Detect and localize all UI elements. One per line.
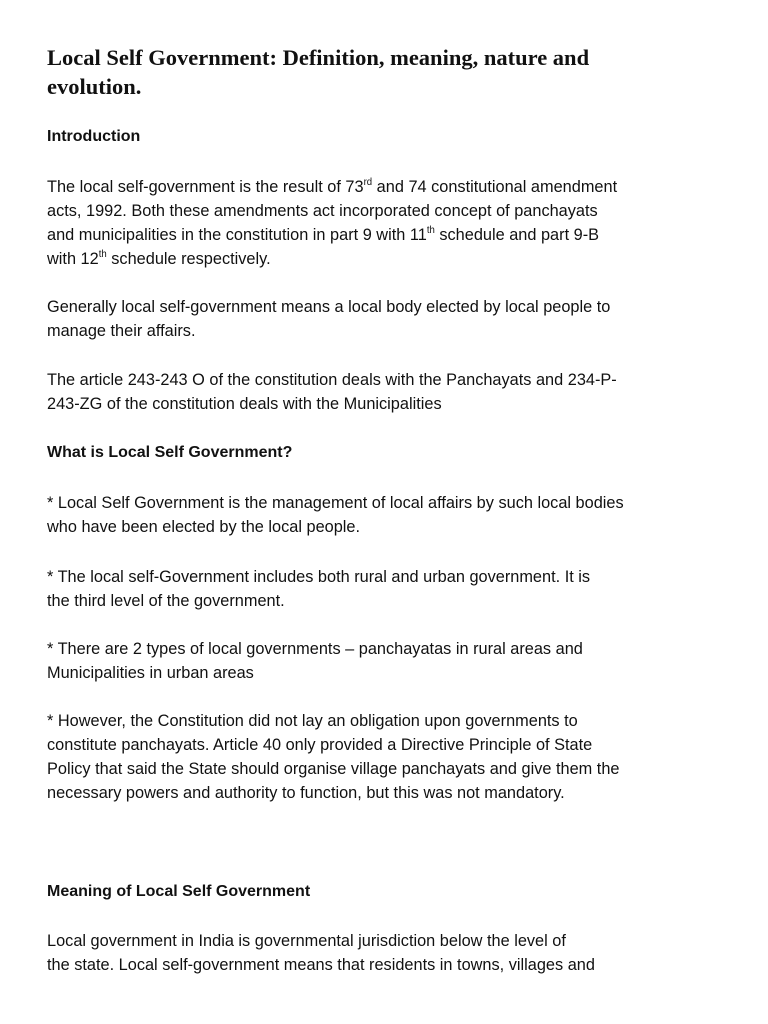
text-segment: the third level of the government. xyxy=(47,591,285,610)
text-segment: and municipalities in the constitution in part 9 with 11 xyxy=(47,225,427,244)
text-line xyxy=(47,491,624,515)
heading-introduction: Introduction xyxy=(47,128,141,145)
text-line xyxy=(47,223,599,247)
text-line xyxy=(47,295,610,319)
text-line xyxy=(47,709,578,733)
superscript: th xyxy=(426,225,435,236)
text-line xyxy=(47,565,590,589)
text-line xyxy=(47,637,583,661)
document-title-line-1: Local Self Government: Definition, meaning, nature and xyxy=(47,45,590,70)
text-line xyxy=(47,929,566,953)
text-line xyxy=(47,368,617,392)
text-line xyxy=(47,175,617,199)
text-line xyxy=(47,953,595,977)
text-segment: the state. Local self-government means that residents in towns, villages and xyxy=(47,955,595,974)
text-line xyxy=(47,319,195,343)
text-segment: schedule and part 9-B xyxy=(434,225,600,244)
document-title-line-2: evolution. xyxy=(47,74,142,99)
text-line xyxy=(47,199,598,223)
text-segment: with 12 xyxy=(47,249,99,268)
text-line xyxy=(47,661,254,685)
text-segment: Local government in India is governmental jurisdiction below the level of xyxy=(47,931,566,950)
superscript: th xyxy=(98,249,107,260)
text-segment: * Local Self Government is the management of local affairs by such local bodies xyxy=(47,493,624,512)
text-line xyxy=(47,392,442,416)
text-segment: manage their affairs. xyxy=(47,321,196,340)
heading-meaning: Meaning of Local Self Government xyxy=(47,883,311,900)
text-segment: Municipalities in urban areas xyxy=(47,663,254,682)
text-segment: who have been elected by the local people. xyxy=(47,517,361,536)
text-segment: * However, the Constitution did not lay an obligation upon governments to xyxy=(47,711,578,730)
text-segment: necessary powers and authority to function, but this was not mandatory. xyxy=(47,783,565,802)
text-segment: acts, 1992. Both these amendments act incorporated concept of panchayats xyxy=(47,201,598,220)
heading-what-is-local-self-government: What is Local Self Government? xyxy=(47,444,293,461)
text-segment: schedule respectively. xyxy=(106,249,271,268)
text-segment: 243-ZG of the constitution deals with the Municipalities xyxy=(47,394,442,413)
text-segment: Generally local self-government means a local body elected by local people to xyxy=(47,297,611,316)
text-segment: constitute panchayats. Article 40 only provided a Directive Principle of State xyxy=(47,735,593,754)
text-segment: * The local self-Government includes both rural and urban government. It is xyxy=(47,567,591,586)
text-line xyxy=(47,781,565,805)
text-segment: * There are 2 types of local governments – panchayatas in rural areas and xyxy=(47,639,583,658)
text-line xyxy=(47,589,285,613)
text-segment: The local self-government is the result of 73 xyxy=(47,177,364,196)
text-line xyxy=(47,515,360,539)
text-line xyxy=(47,757,619,781)
superscript: rd xyxy=(363,177,373,188)
text-line xyxy=(47,733,592,757)
text-segment: The article 243-243 O of the constitution deals with the Panchayats and 234-P- xyxy=(47,370,617,389)
text-segment: Policy that said the State should organise village panchayats and give them the xyxy=(47,759,620,778)
text-segment: and 74 constitutional amendment xyxy=(372,177,618,196)
text-line xyxy=(47,247,271,271)
